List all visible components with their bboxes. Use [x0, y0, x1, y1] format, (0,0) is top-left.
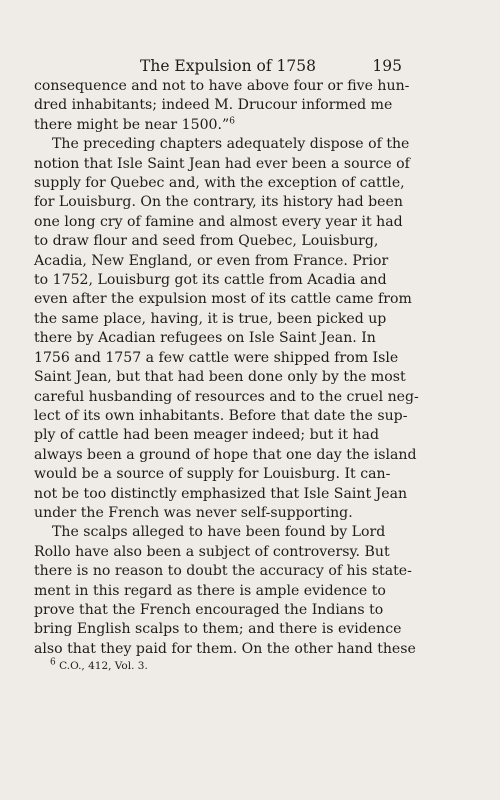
text-line: Acadia, New England, or even from France. Prior	[34, 252, 389, 269]
text-line: not be too distinctly emphasized that Isle Saint Jean	[34, 485, 408, 502]
text-line: ment in this regard as there is ample evidence to	[34, 582, 386, 599]
footnote-text: C.O., 412, Vol. 3.	[59, 660, 148, 672]
text-line: dred inhabitants; indeed M. Drucour informed me	[34, 97, 393, 114]
body-text	[34, 77, 419, 659]
running-title: The Expulsion of 1758	[140, 57, 316, 75]
footnote-reference: 6	[229, 116, 235, 127]
text-line: the same place, having, it is true, been picked up	[34, 310, 387, 327]
text-line: The scalps alleged to have been found by Lord	[52, 524, 386, 541]
text-line: bring English scalps to them; and there is evidence	[34, 621, 402, 638]
text-line: careful husbanding of resources and to the cruel neg-	[34, 388, 419, 405]
text-line: always been a ground of hope that one day the island	[34, 446, 417, 463]
text-line: notion that Isle Saint Jean had ever been a source of	[34, 155, 410, 172]
text-line: there is no reason to doubt the accuracy of his state-	[34, 563, 412, 580]
text-line: even after the expulsion most of its cattle came from	[34, 291, 412, 308]
text-line: Rollo have also been a subject of controversy. But	[34, 543, 390, 560]
text-line: lect of its own inhabitants. Before that date the sup-	[34, 407, 408, 424]
paragraph-2	[34, 135, 419, 523]
text-line: also that they paid for them. On the other hand these	[34, 640, 416, 657]
text-line: ply of cattle had been meager indeed; but it had	[34, 427, 379, 444]
text-line: Saint Jean, but that had been done only by the most	[34, 369, 406, 386]
text-line: one long cry of famine and almost every year it had	[34, 213, 403, 230]
paragraph-3	[34, 523, 416, 659]
footnote	[50, 657, 148, 672]
text-line: 1756 and 1757 a few cattle were shipped from Isle	[34, 349, 399, 366]
paragraph-1	[34, 77, 410, 135]
text-line: consequence and not to have above four or five hun-	[34, 78, 410, 94]
footnote-marker: 6	[50, 657, 56, 668]
text-line: under the French was never self-supporting.	[34, 504, 353, 521]
text-line: there by Acadian refugees on Isle Saint Jean. In	[34, 330, 376, 347]
text-line: to 1752, Louisburg got its cattle from Acadia and	[34, 272, 387, 289]
text-line: The preceding chapters adequately dispose of the	[52, 136, 410, 153]
text-line: would be a source of supply for Louisburg. It can-	[34, 466, 391, 483]
page-header	[34, 57, 402, 77]
page-number: 195	[372, 57, 402, 75]
text-line: prove that the French encouraged the Indians to	[34, 601, 384, 618]
text-line: supply for Quebec and, with the exception of cattle,	[34, 175, 405, 192]
text-line-content: there might be near 1500.”	[34, 116, 230, 133]
text-line: for Louisburg. On the contrary, its history had been	[34, 194, 403, 211]
text-line	[34, 116, 404, 135]
text-line: to draw flour and seed from Quebec, Louisburg,	[34, 233, 379, 250]
